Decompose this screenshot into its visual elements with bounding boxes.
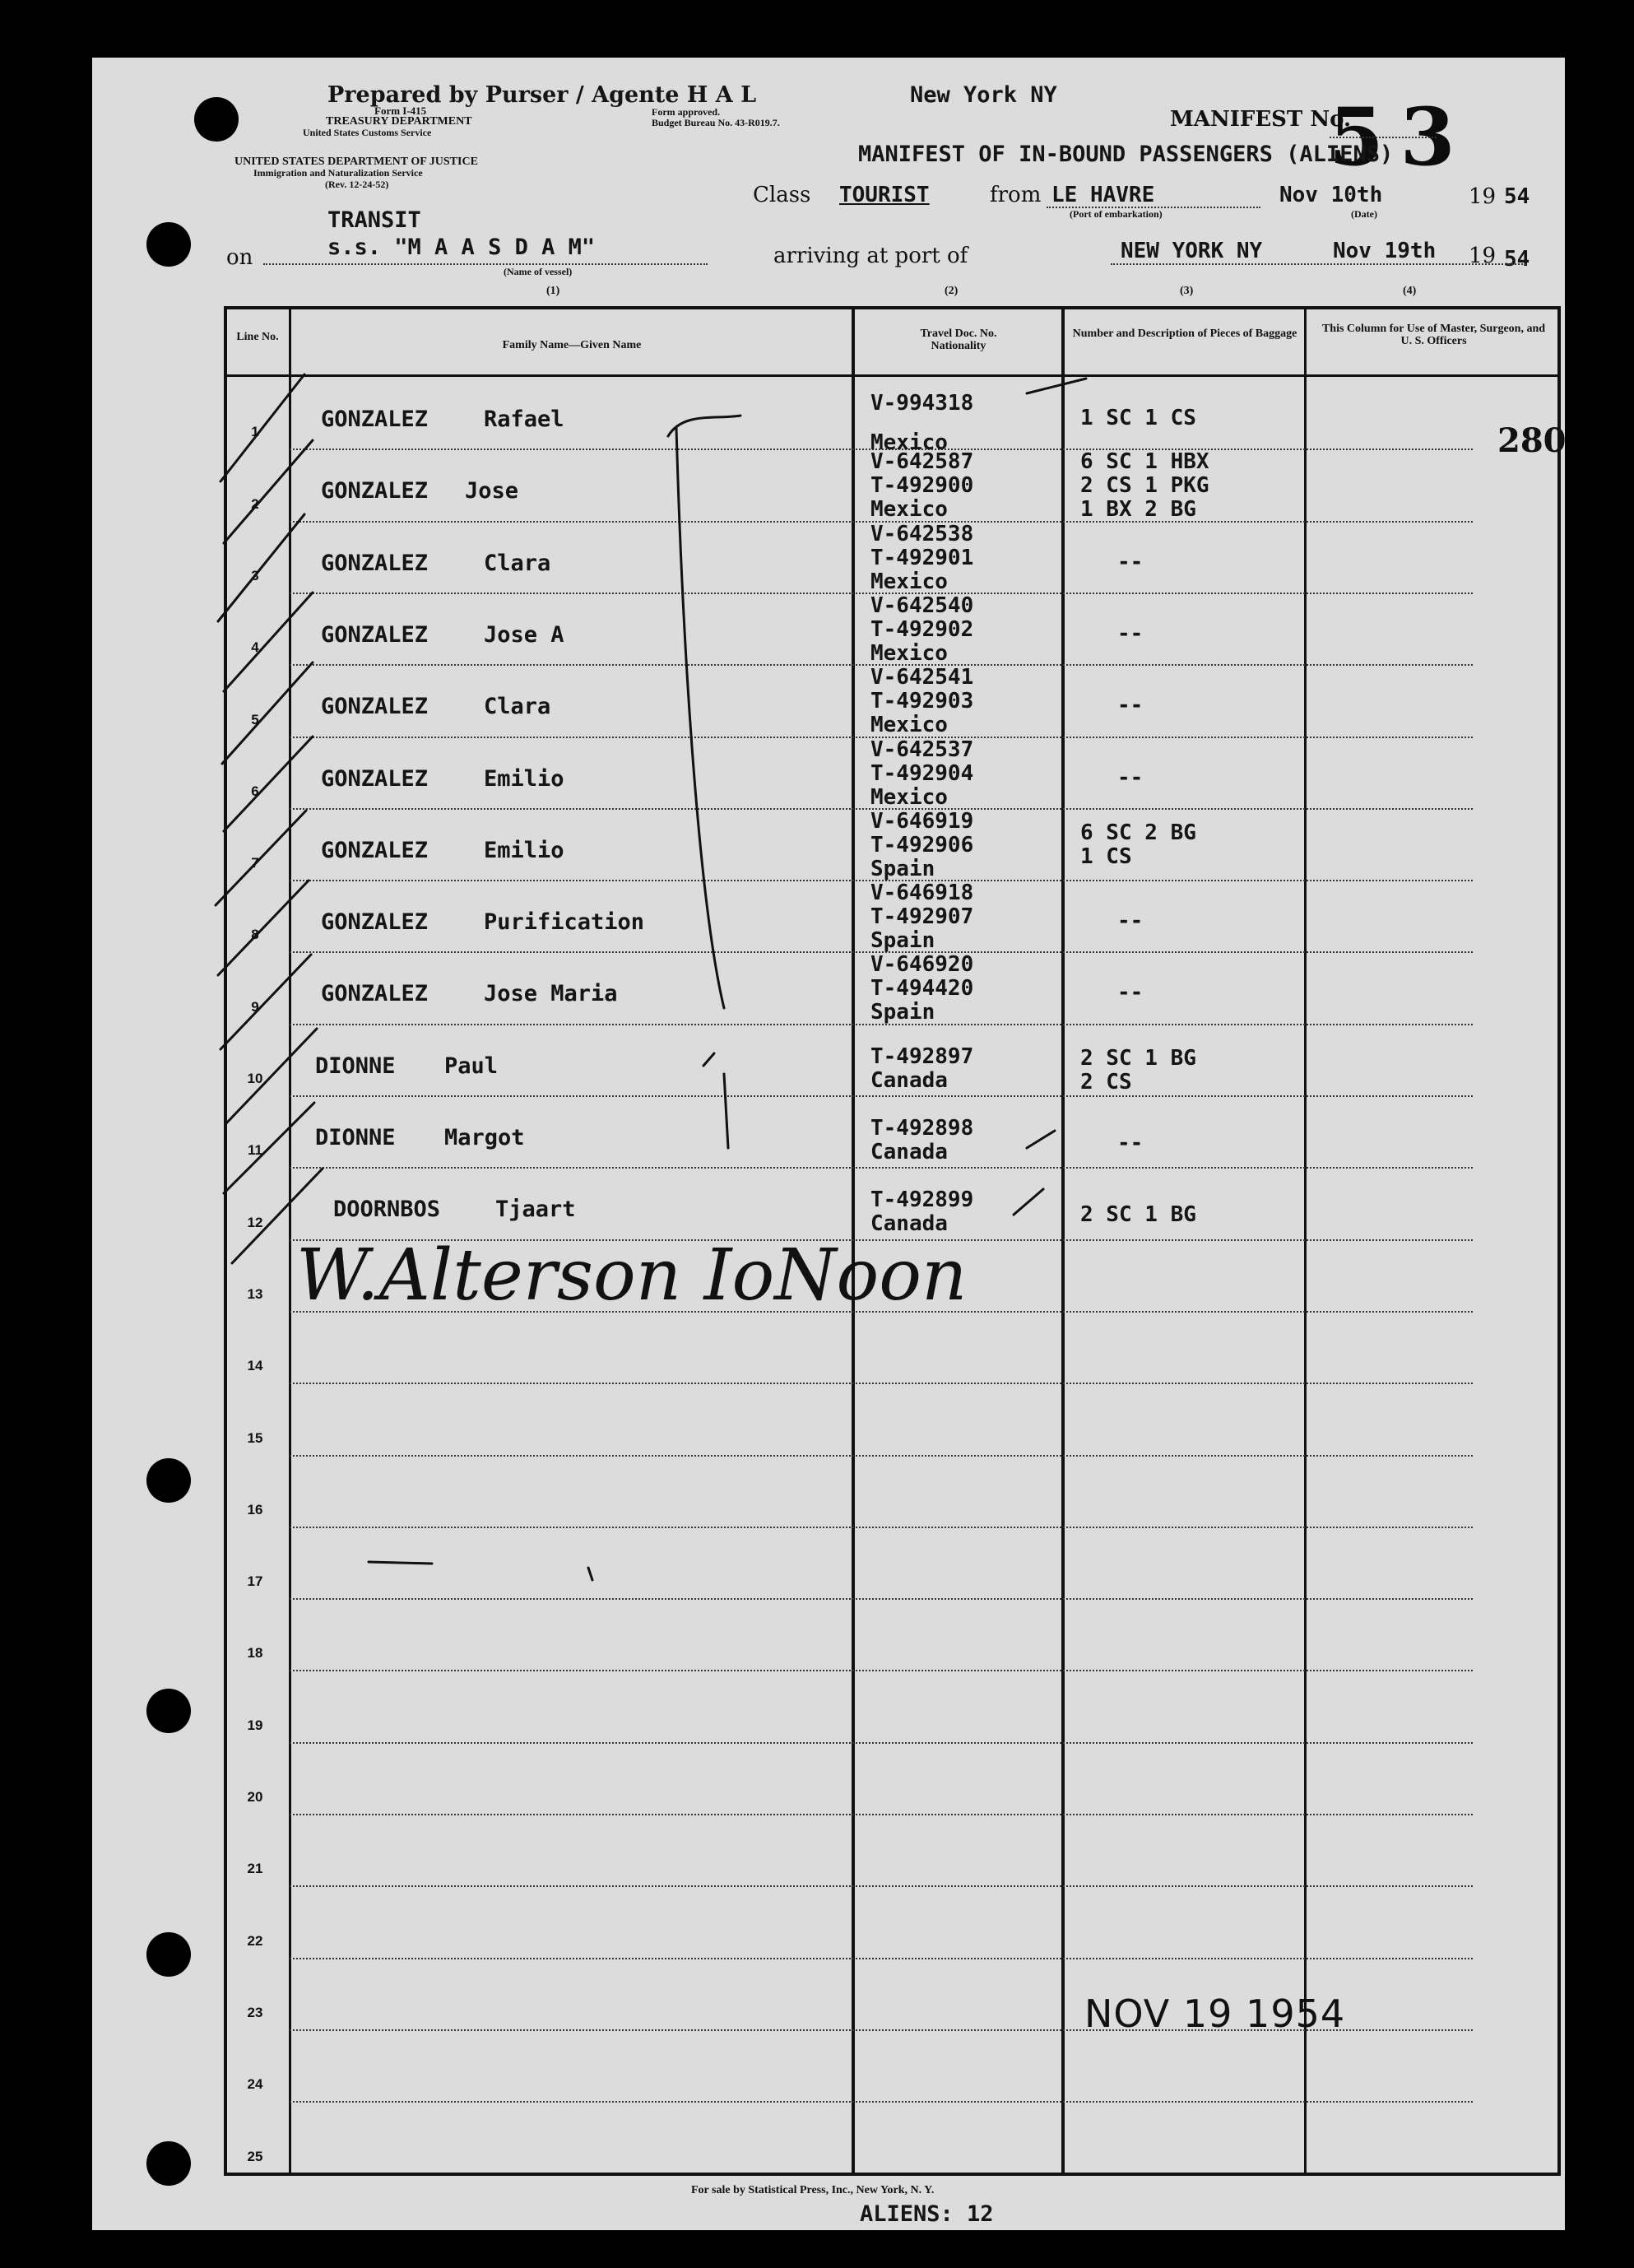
prepared-by: Prepared by Purser / Agente H A L xyxy=(327,82,757,108)
class-label: Class xyxy=(753,183,811,207)
from-label: from xyxy=(990,183,1042,207)
travel-doc-line: T-492900 xyxy=(870,473,974,498)
family-name: GONZALEZ xyxy=(321,622,429,648)
travel-doc-line: V-994318 xyxy=(870,391,974,416)
given-name: Jose Maria xyxy=(484,981,618,1006)
aliens-total: ALIENS: 12 xyxy=(860,2201,994,2227)
line-number: 8 xyxy=(251,927,259,942)
line-number: 23 xyxy=(247,2005,263,2020)
line-number: 25 xyxy=(247,2149,263,2164)
given-name: Emilio xyxy=(484,838,564,863)
date-caption: (Date) xyxy=(1351,208,1377,220)
line-number: 3 xyxy=(251,568,259,583)
travel-doc-line: Spain xyxy=(870,857,935,881)
travel-doc-line: T-492902 xyxy=(870,617,974,642)
baggage-line: 2 CS xyxy=(1080,1070,1132,1094)
vessel-name: s.s. "M A A S D A M" xyxy=(327,235,596,260)
line-number: 13 xyxy=(247,1286,263,1302)
line-number: 22 xyxy=(247,1933,263,1949)
travel-doc-line: Canada xyxy=(870,1211,948,1236)
travel-doc-line: V-642537 xyxy=(870,737,974,762)
manifest-title: MANIFEST OF IN-BOUND PASSENGERS (ALIENS) xyxy=(858,142,1394,167)
given-name: Purification xyxy=(484,909,645,935)
baggage-line: 1 CS xyxy=(1080,844,1132,869)
col-header-line-no: Line No. xyxy=(236,331,279,343)
travel-doc-line: T-492904 xyxy=(870,761,974,786)
given-name: Jose A xyxy=(484,622,564,648)
line-number: 14 xyxy=(247,1358,263,1373)
class-value: TOURIST xyxy=(839,183,930,207)
baggage-line: 6 SC 1 HBX xyxy=(1080,449,1209,474)
family-name: GONZALEZ xyxy=(321,551,429,576)
col-header-travel-doc: Travel Doc. No. Nationality xyxy=(920,328,997,352)
given-name: Paul xyxy=(444,1053,499,1079)
travel-doc-line: T-492907 xyxy=(870,904,974,929)
dept-immigration: Immigration and Naturalization Service xyxy=(253,167,423,179)
baggage-line: 1 SC 1 CS xyxy=(1080,406,1196,430)
arrival-date: Nov 19th xyxy=(1333,239,1437,263)
margin-note: 280 xyxy=(1497,421,1567,460)
vessel-caption: (Name of vessel) xyxy=(504,266,573,277)
line-number: 24 xyxy=(247,2076,263,2092)
travel-doc-line: Spain xyxy=(870,928,935,953)
travel-doc-line: V-642540 xyxy=(870,593,974,618)
travel-doc-line: V-646919 xyxy=(870,809,974,834)
family-name: GONZALEZ xyxy=(321,909,429,935)
form-number: Form I-415 xyxy=(374,105,427,117)
arrival-port: NEW YORK NY xyxy=(1121,239,1263,263)
given-name: Jose xyxy=(465,478,519,504)
given-name: Tjaart xyxy=(495,1197,576,1222)
line-number: 15 xyxy=(247,1430,263,1446)
line-number: 7 xyxy=(251,855,259,871)
signature: W.Alterson IoNoon xyxy=(296,1234,968,1317)
form-revision: (Rev. 12-24-52) xyxy=(325,179,389,190)
year-prefix: 19 xyxy=(1469,184,1497,209)
col-num-1: (1) xyxy=(546,285,560,297)
col-num-3: (3) xyxy=(1180,285,1194,297)
col-num-2: (2) xyxy=(945,285,959,297)
line-number: 12 xyxy=(247,1215,263,1230)
travel-doc-line: Mexico xyxy=(870,641,948,666)
baggage-line: -- xyxy=(1117,693,1144,718)
baggage-line: 2 SC 1 BG xyxy=(1080,1046,1196,1071)
baggage-line: 2 CS 1 PKG xyxy=(1080,473,1209,498)
travel-doc-line: Mexico xyxy=(870,569,948,594)
baggage-line: -- xyxy=(1117,765,1144,790)
travel-doc-line: T-492897 xyxy=(870,1044,974,1069)
travel-doc-line: T-492901 xyxy=(870,546,974,570)
footer-sale-note: For sale by Statistical Press, Inc., New York, N. Y. xyxy=(691,2184,935,2196)
given-name: Rafael xyxy=(484,407,564,432)
baggage-line: -- xyxy=(1117,550,1144,574)
travel-doc-line: Canada xyxy=(870,1068,948,1093)
travel-doc-line: V-642538 xyxy=(870,522,974,546)
baggage-line: -- xyxy=(1117,909,1144,933)
travel-doc-line: V-642587 xyxy=(870,449,974,474)
family-name: GONZALEZ xyxy=(321,838,429,863)
travel-doc-line: Mexico xyxy=(870,785,948,810)
manifest-no-label: MANIFEST No. xyxy=(1170,107,1352,132)
port-embark-caption: (Port of embarkation) xyxy=(1070,208,1163,220)
travel-doc-line: Canada xyxy=(870,1140,948,1164)
travel-doc-line: Mexico xyxy=(870,713,948,737)
col-header-officers: This Column for Use of Master, Surgeon, and U. S. Officers xyxy=(1321,323,1546,347)
dept-justice: UNITED STATES DEPARTMENT OF JUSTICE xyxy=(234,156,478,168)
line-number: 16 xyxy=(247,1502,263,1517)
line-number: 11 xyxy=(248,1142,262,1158)
travel-doc-line: V-642541 xyxy=(870,665,974,690)
budget-bureau: Budget Bureau No. 43-R019.7. xyxy=(652,117,780,128)
col-num-4: (4) xyxy=(1403,285,1417,297)
baggage-line: 1 BX 2 BG xyxy=(1080,497,1196,522)
baggage-line: -- xyxy=(1117,1131,1144,1155)
col-header-baggage: Number and Description of Pieces of Baggage xyxy=(1072,328,1297,340)
family-name: GONZALEZ xyxy=(321,694,429,719)
family-name: DIONNE xyxy=(315,1053,396,1079)
transit-note: TRANSIT xyxy=(327,207,421,233)
given-name: Clara xyxy=(484,551,551,576)
line-number: 17 xyxy=(247,1573,263,1589)
form-approved: Form approved. xyxy=(652,106,721,118)
year-prefix-2: 19 xyxy=(1469,244,1497,268)
travel-doc-line: T-492906 xyxy=(870,833,974,857)
dept-treasury: TREASURY DEPARTMENT xyxy=(326,115,472,128)
line-number: 21 xyxy=(247,1861,263,1876)
given-name: Margot xyxy=(444,1125,525,1150)
embark-year: 54 xyxy=(1504,184,1530,209)
baggage-line: 2 SC 1 BG xyxy=(1080,1202,1196,1227)
line-number: 19 xyxy=(247,1717,263,1733)
travel-doc-line: Mexico xyxy=(870,430,948,455)
baggage-line: 6 SC 2 BG xyxy=(1080,820,1196,845)
on-label: on xyxy=(226,245,253,270)
travel-doc-line: V-646920 xyxy=(870,952,974,977)
line-number: 18 xyxy=(247,1645,263,1661)
line-number: 4 xyxy=(251,639,259,655)
date-stamp: NOV 19 1954 xyxy=(1084,1991,1346,2036)
prepared-location: New York NY xyxy=(910,82,1057,108)
family-name: DIONNE xyxy=(315,1125,396,1150)
baggage-line: -- xyxy=(1117,621,1144,646)
family-name: GONZALEZ xyxy=(321,981,429,1006)
baggage-line: -- xyxy=(1117,980,1144,1005)
family-name: GONZALEZ xyxy=(321,407,429,432)
line-number: 20 xyxy=(247,1789,263,1805)
given-name: Clara xyxy=(484,694,551,719)
line-number: 9 xyxy=(251,999,259,1015)
travel-doc-line: T-494420 xyxy=(870,976,974,1001)
travel-doc-line: V-646918 xyxy=(870,881,974,905)
travel-doc-line: Spain xyxy=(870,1000,935,1025)
line-number: 5 xyxy=(251,712,259,727)
given-name: Emilio xyxy=(484,766,564,792)
line-number: 6 xyxy=(251,783,259,799)
line-number: 1 xyxy=(251,424,259,439)
travel-doc-line: T-492898 xyxy=(870,1116,974,1141)
arriving-label: arriving at port of xyxy=(773,244,968,268)
line-number: 10 xyxy=(247,1071,263,1086)
family-name: GONZALEZ xyxy=(321,478,429,504)
family-name: DOORNBOS xyxy=(333,1197,441,1222)
travel-doc-line: Mexico xyxy=(870,497,948,522)
manifest-number: 53 xyxy=(1329,91,1472,184)
port-of-embarkation: LE HAVRE xyxy=(1051,183,1155,207)
dept-customs: United States Customs Service xyxy=(303,127,432,138)
arrival-year: 54 xyxy=(1504,247,1530,272)
line-number: 2 xyxy=(251,496,259,512)
travel-doc-line: T-492899 xyxy=(870,1187,974,1212)
family-name: GONZALEZ xyxy=(321,766,429,792)
travel-doc-line: T-492903 xyxy=(870,689,974,713)
embarkation-date: Nov 10th xyxy=(1279,183,1383,207)
col-header-name: Family Name—Given Name xyxy=(502,339,642,351)
